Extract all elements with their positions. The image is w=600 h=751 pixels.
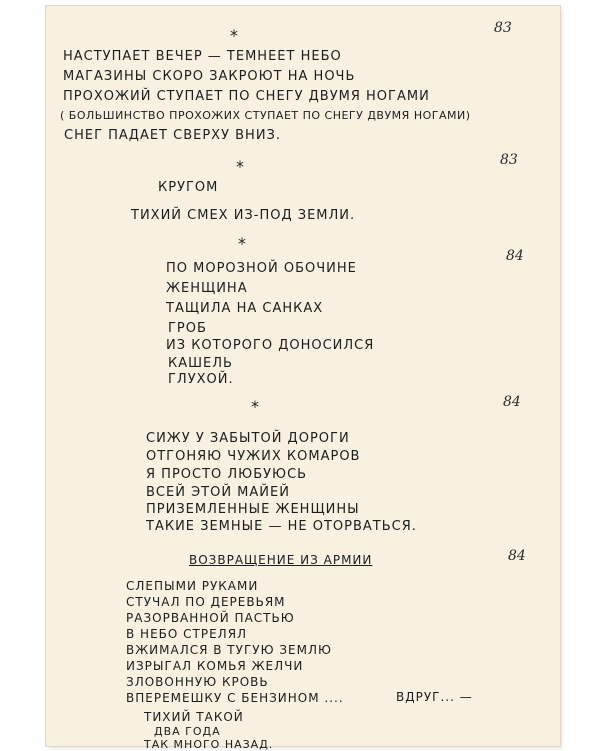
poem-line: СТУЧАЛ ПО ДЕРЕВЬЯМ	[126, 595, 286, 609]
poem-line: ОТГОНЯЮ ЧУЖИХ КОМАРОВ	[146, 449, 361, 464]
poem-line: ЗЛОВОННУЮ КРОВЬ	[126, 675, 269, 689]
poem-line: ТАКИЕ ЗЕМНЫЕ — НЕ ОТОРВАТЬСЯ.	[146, 519, 417, 534]
poem-line: ГЛУХОЙ.	[168, 372, 234, 387]
poem-line: КРУГОМ	[158, 180, 219, 195]
poem-title: ВОЗВРАЩЕНИЕ ИЗ АРМИИ	[189, 553, 373, 567]
page-number: 84	[508, 548, 526, 564]
poem-line: ТАК МНОГО НАЗАД.	[144, 738, 274, 751]
poem-line: ( БОЛЬШИНСТВО ПРОХОЖИХ СТУПАЕТ ПО СНЕГУ ДВУМЯ НОГАМИ)	[60, 109, 471, 122]
page-number: 83	[494, 20, 512, 36]
poem-line: ПО МОРОЗНОЙ ОБОЧИНЕ	[166, 261, 357, 276]
poem-line: ПРОХОЖИЙ СТУПАЕТ ПО СНЕГУ ДВУМЯ НОГАМИ	[63, 89, 430, 104]
poem-line: ТИХИЙ ТАКОЙ	[144, 710, 244, 724]
poem-line: РАЗОРВАННОЙ ПАСТЬЮ	[126, 611, 295, 625]
poem-line: КАШЕЛЬ	[168, 356, 233, 371]
poem-line: НАСТУПАЕТ ВЕЧЕР — ТЕМНЕЕТ НЕБО	[63, 49, 342, 64]
poem-separator-star: *	[230, 26, 238, 45]
poem-line: ЖЕНЩИНА	[166, 281, 248, 296]
poem-line: МАГАЗИНЫ СКОРО ЗАКРОЮТ НА НОЧЬ	[63, 69, 356, 84]
poem-line: ВПЕРЕМЕШКУ С БЕНЗИНОМ ....	[126, 691, 344, 705]
poem-line: ИЗРЫГАЛ КОМЬЯ ЖЕЛЧИ	[126, 659, 304, 673]
poem-line: ТИХИЙ СМЕХ ИЗ-ПОД ЗЕМЛИ.	[131, 208, 356, 223]
poem-line: В НЕБО СТРЕЛЯЛ	[126, 627, 248, 641]
page-number: 84	[506, 248, 524, 264]
poem-line: ВДРУГ... —	[396, 690, 473, 704]
poem-line: ВСЕЙ ЭТОЙ МАЙЕЙ	[146, 485, 290, 500]
page-number: 83	[500, 152, 518, 168]
poem-separator-star: *	[238, 234, 246, 253]
poem-line: ПРИЗЕМЛЕННЫЕ ЖЕНЩИНЫ	[146, 502, 360, 517]
poem-line: ВЖИМАЛСЯ В ТУГУЮ ЗЕМЛЮ	[126, 643, 332, 657]
poem-line: СИЖУ У ЗАБЫТОЙ ДОРОГИ	[146, 431, 350, 446]
poem-line: СЛЕПЫМИ РУКАМИ	[126, 579, 259, 593]
poem-separator-star: *	[236, 157, 244, 176]
poem-line: ДВА ГОДА	[154, 725, 221, 738]
poem-line: ТАЩИЛА НА САНКАХ	[166, 301, 324, 316]
poem-line: ГРОБ	[168, 321, 207, 336]
poem-line: ИЗ КОТОРОГО ДОНОСИЛСЯ	[166, 338, 375, 353]
poem-separator-star: *	[251, 397, 259, 416]
poem-line: Я ПРОСТО ЛЮБУЮСЬ	[146, 467, 308, 482]
page-number: 84	[503, 394, 521, 410]
manuscript-page	[46, 6, 560, 751]
poem-line: СНЕГ ПАДАЕТ СВЕРХУ ВНИЗ.	[64, 128, 282, 143]
